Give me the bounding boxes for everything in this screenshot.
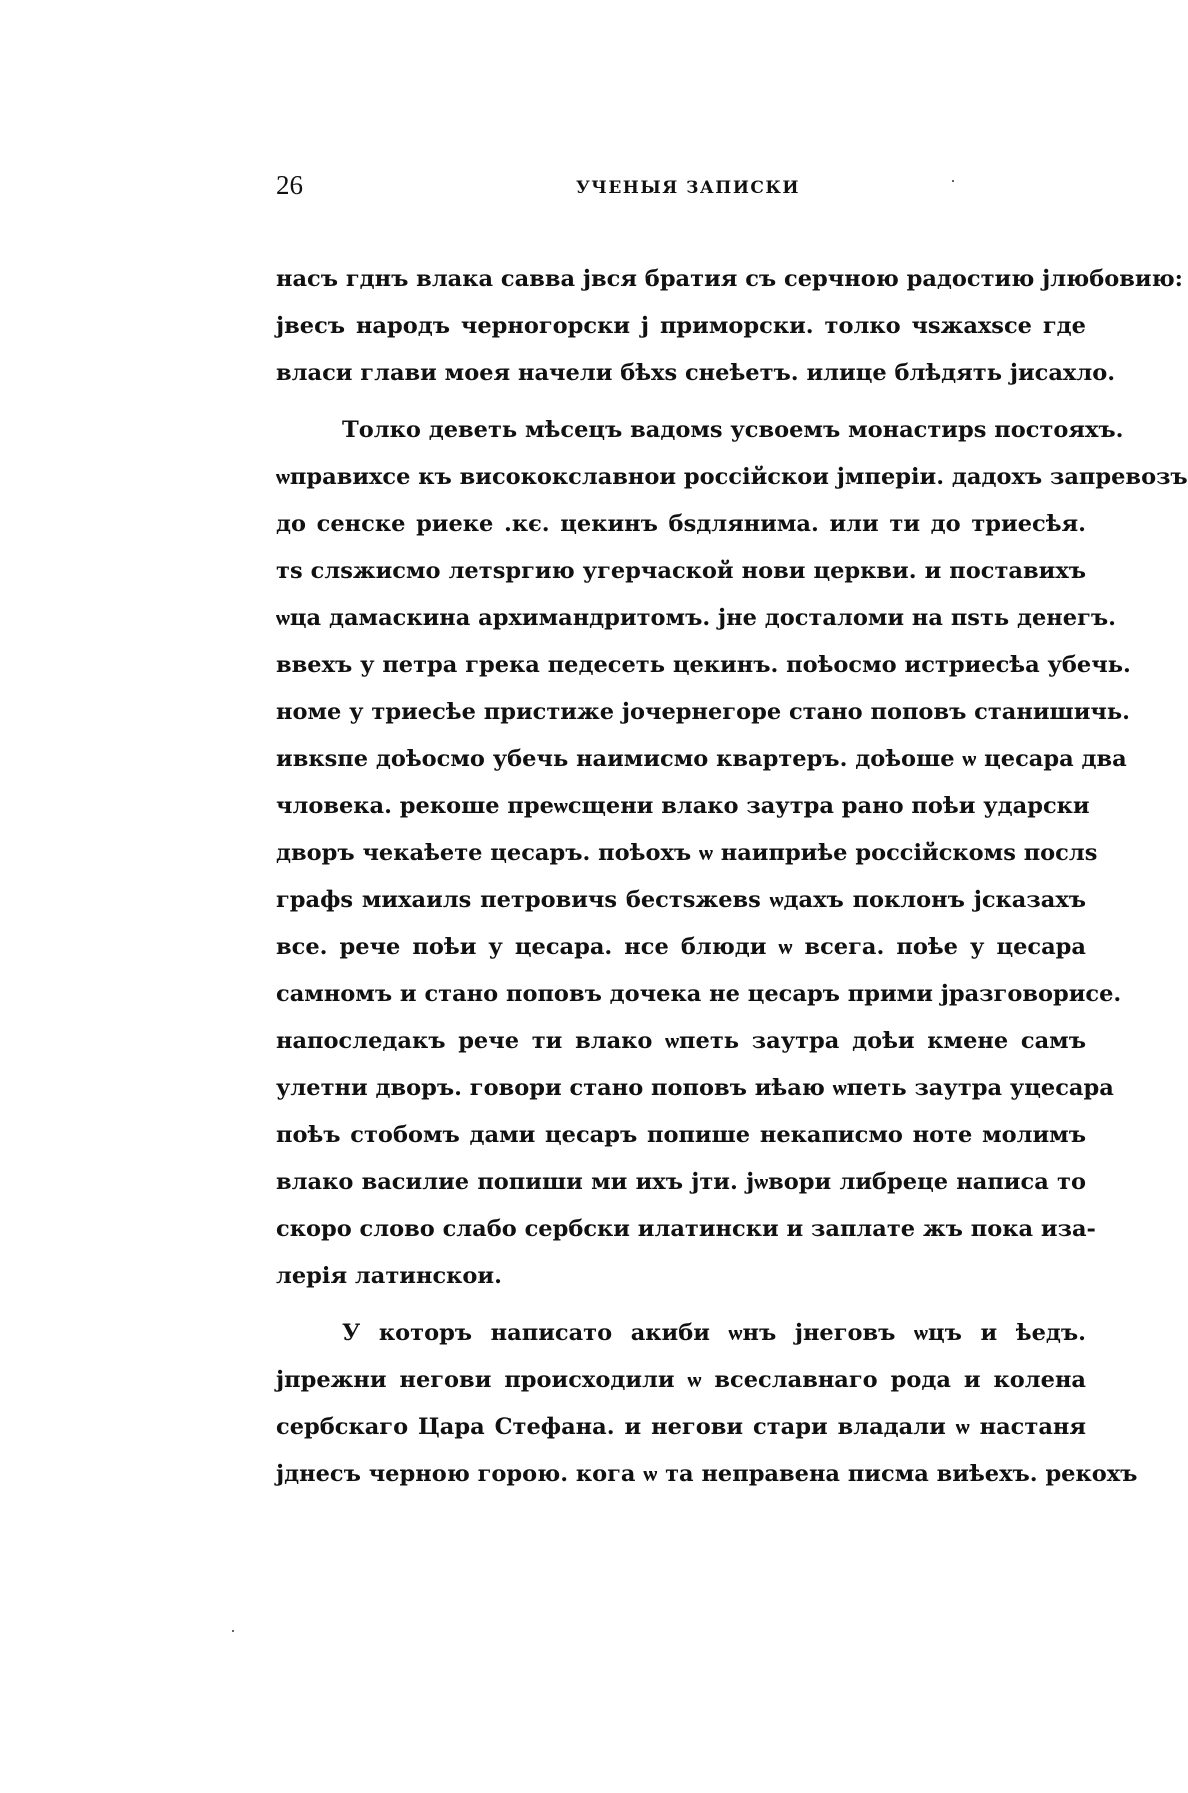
text-line: насъ гднъ влака савва јвся братия съ серчною радостию јлюбовию:: [276, 266, 1183, 292]
journal-title: УЧЕНЫЯ ЗАПИСКИ: [576, 178, 800, 198]
paragraph: [276, 1310, 1138, 1498]
body-text: [276, 256, 1188, 1498]
text-line: чловека. рекоше преѡсщени влако заутра рано поѣи ударски: [276, 793, 1090, 819]
page-number: 26: [276, 170, 303, 200]
text-line: власи глави моея начели бѣхѕ снеѣетъ. илице блѣдять јисахло.: [276, 360, 1116, 386]
text-line: сербскаго Цара Стефана. и негови стари владали ѡ настаня: [276, 1414, 1086, 1440]
text-line: У которъ написато акиби ѡнъ јнеговъ ѡцъ и ѣедъ.: [342, 1320, 1086, 1346]
text-line: ѡправихсе къ висококславнои россійскои јмперіи. дадохъ запревозъ: [276, 464, 1188, 490]
text-line: напоследакъ рече ти влако ѡпеть заутра доѣи кмене самъ: [276, 1028, 1086, 1054]
text-line: јпрежни негови происходили ѡ всеславнаго рода и колена: [276, 1367, 1086, 1393]
speck-mark: [952, 180, 954, 182]
text-line: номе у триесѣе пристиже јочернегоре стано поповъ станишичь.: [276, 699, 1130, 725]
running-head: [276, 170, 1060, 210]
text-line: јднесъ черною горою. кога ѡ та неправена писма виѣехъ. рекохъ: [276, 1461, 1138, 1487]
paragraph-gap: [276, 1300, 1086, 1310]
paragraph: [276, 407, 1188, 1300]
text-line: улетни дворъ. говори стано поповъ иѣаю ѡпеть заутра уцесара: [276, 1075, 1114, 1101]
speck-mark: [232, 1630, 234, 1632]
text-line: јвесъ народъ черногорски ј приморски. толко чѕжахѕсе где: [276, 313, 1086, 339]
text-line: влако василие попиши ми ихъ јти. јѡвори либреце написа то: [276, 1169, 1086, 1195]
text-line: самномъ и стано поповъ дочека не цесаръ прими јразговорисе.: [276, 981, 1122, 1007]
text-line: лерія латинскои.: [276, 1263, 502, 1289]
paragraph-gap: [276, 397, 1086, 407]
text-line: поѣъ стобомъ дами цесаръ попише некаписмо ноте молимъ: [276, 1122, 1086, 1148]
paragraph: [276, 256, 1183, 397]
text-line: до сенске риеке .кє. цекинъ бѕдлянима. или ти до триесѣя.: [276, 511, 1086, 537]
text-line: скоро слово слабо сербски илатински и заплате жъ пока иза-: [276, 1216, 1096, 1242]
text-line: ивкѕпе доѣосмо убечь наимисмо квартеръ. доѣоше ѡ цесара два: [276, 746, 1127, 772]
text-line: Толко деветь мѣсецъ вадомѕ усвоемъ монастирѕ постояхъ.: [342, 417, 1124, 443]
text-line: ѡца дамаскина архимандритомъ. јне досталоми на пѕть денегъ.: [276, 605, 1116, 631]
text-line: тѕ слѕжисмо летѕргию угерчаской нови церкви. и поставихъ: [276, 558, 1086, 584]
text-line: графѕ михаилѕ петровичѕ бестѕжевѕ ѡдахъ поклонъ јсказахъ: [276, 887, 1086, 913]
text-line: дворъ чекаѣете цесаръ. поѣохъ ѡ наиприѣе россійскомѕ послѕ: [276, 840, 1098, 866]
text-line: все. рече поѣи у цесара. нсе блюди ѡ всега. поѣе у цесара: [276, 934, 1086, 960]
text-line: ввехъ у петра грека педесеть цекинъ. поѣосмо истриесѣа убечь.: [276, 652, 1131, 678]
